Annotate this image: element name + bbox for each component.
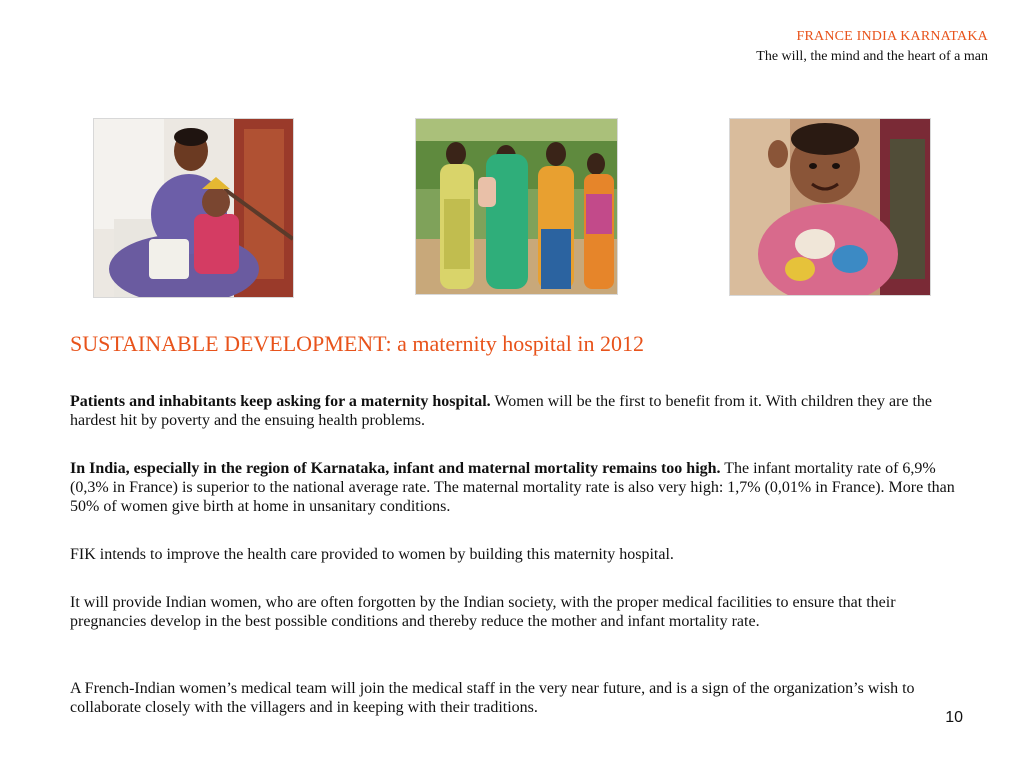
tagline: The will, the mind and the heart of a man <box>756 49 988 64</box>
paragraph-bold-lead: Patients and inhabitants keep asking for a maternity hospital. <box>70 393 491 410</box>
page-number: 10 <box>945 709 963 726</box>
paragraph-fik-intent <box>70 545 970 564</box>
paragraph-bold-lead: In India, especially in the region of Karnataka, infant and maternal mortality remains too high. <box>70 460 721 477</box>
paragraph-body: FIK intends to improve the health care provided to women by building this maternity hospital. <box>70 546 674 563</box>
paragraph-body: A French-Indian women’s medical team will join the medical staff in the very near future, and is a sign of the organization’s wish to collaborate closely with the villagers and in keeping with their traditions. <box>70 680 915 716</box>
paragraph-maternity-demand <box>70 392 970 430</box>
paragraph-medical-team <box>70 679 970 717</box>
photo-women-group <box>415 118 618 295</box>
organization-name: FRANCE INDIA KARNATAKA <box>796 29 988 44</box>
photo-smiling-baby-image <box>730 119 930 295</box>
paragraph-body: It will provide Indian women, who are often forgotten by the Indian society, with the proper medical facilities to ensure that their pregnancies develop in the best possible conditions and thereby reduce the mother and infant mortality rate. <box>70 594 896 630</box>
header <box>756 27 988 67</box>
paragraph-mortality <box>70 459 970 516</box>
section-title: SUSTAINABLE DEVELOPMENT: a maternity hospital in 2012 <box>70 331 644 356</box>
photo-smiling-baby <box>729 118 931 296</box>
paragraph-facilities <box>70 593 970 631</box>
photo-women-group-image <box>416 119 617 294</box>
paragraph-body: The infant mortality rate of 6,9% (0,3% in France) is superior to the national average rate. The maternal mortality rate is also very high: 1,7% (0,01% in France). More than 50% of women give birth at home in unsanitary conditions. <box>70 460 955 515</box>
paragraph-body: Women will be the first to benefit from it. With children they are the hardest hit by poverty and the ensuing health problems. <box>70 393 933 429</box>
photo-woman-with-child <box>93 118 294 298</box>
photo-woman-with-child-image <box>94 119 293 297</box>
